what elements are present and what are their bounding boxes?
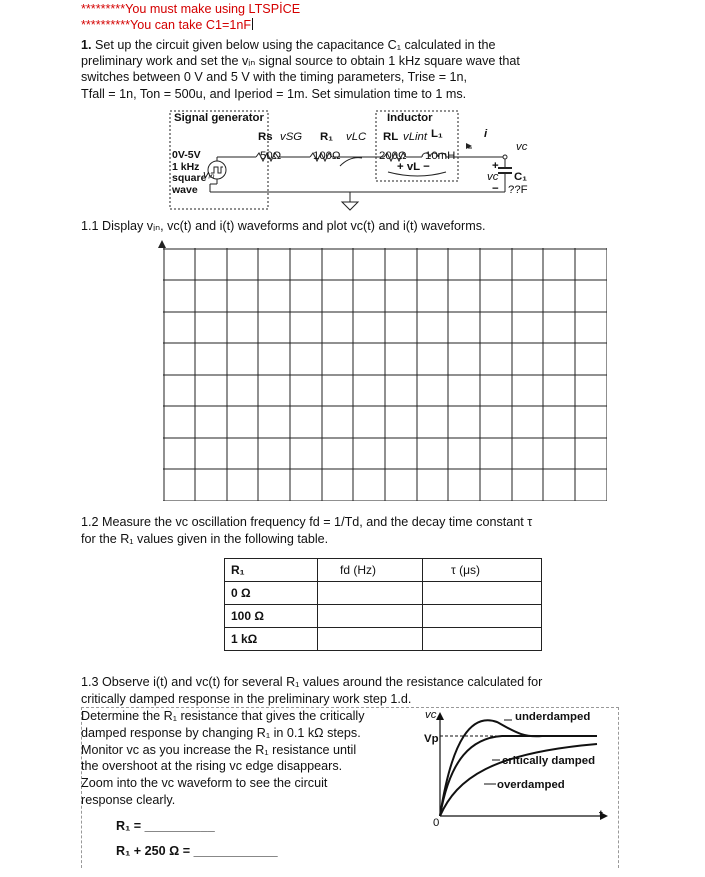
source-spec-shape: square [172, 172, 207, 184]
current-label: i [484, 128, 488, 140]
table-cell-tau[interactable] [423, 628, 542, 651]
minus-sign: − [492, 183, 499, 195]
ltspice-note: *********You must make using LTSPİCE [81, 2, 301, 16]
table-cell-tau[interactable] [423, 605, 542, 628]
step1-line3: switches between 0 V and 5 V with the timing parameters, Trise = 1n, [81, 70, 468, 84]
text-cursor [252, 18, 253, 30]
damping-response-plot [412, 708, 612, 833]
table-cell-fd[interactable] [318, 582, 423, 605]
step1-3-body-3: Monitor vc as you increase the R₁ resistance until [81, 743, 357, 757]
step1-line4: Tfall = 1n, Ton = 500u, and Iperiod = 1m. Set simulation time to 1 ms. [81, 87, 467, 101]
step1-line1-text: Set up the circuit given below using the capacitance C₁ calculated in the [95, 38, 496, 52]
legend-underdamped: underdamped [515, 711, 591, 723]
vl-label: + vL − [397, 161, 430, 173]
step1-3-body-6: response clearly. [81, 793, 176, 807]
plus-sign: + [492, 160, 499, 172]
step1-3-body-1: Determine the R₁ resistance that gives the critically [81, 709, 365, 723]
plot-y-label: vc [425, 709, 437, 721]
table-cell-r1: 0 Ω [225, 582, 318, 605]
l1-value: 10mH [425, 150, 456, 162]
legend-overdamped: overdamped [497, 779, 565, 791]
step1-1-text: 1.1 Display vᵢₙ, vc(t) and i(t) waveforms and plot vc(t) and i(t) waveforms. [81, 219, 486, 233]
underdamped-curve [440, 720, 597, 816]
rs-value: 50Ω [260, 150, 282, 162]
vc-output-label: vc [516, 141, 528, 153]
rl-label: RL [383, 131, 399, 143]
signal-generator-label: Signal generator [174, 112, 264, 124]
r1-value: 100Ω [313, 150, 341, 162]
rl-value: 200Ω [379, 150, 407, 162]
table-cell-fd[interactable] [318, 628, 423, 651]
r1-label: R₁ [320, 131, 333, 143]
step1-number: 1. [81, 38, 92, 52]
step1-2-line1: 1.2 Measure the vc oscillation frequency fd = 1/Td, and the decay time constant τ [81, 515, 533, 529]
c1-value: ??F [508, 184, 528, 196]
step1-3-line1: 1.3 Observe i(t) and vc(t) for several R₁ values around the resistance calculated for [81, 675, 543, 689]
l1-label: L₁ [431, 128, 443, 140]
source-spec-frequency: 1 kHz [172, 160, 200, 173]
step1-3-body-2: damped response by changing R₁ in 0.1 kΩ steps. [81, 726, 361, 740]
step1-2-line2: for the R₁ values given in the following table. [81, 532, 329, 546]
table-cell-r1: 100 Ω [225, 605, 318, 628]
rs-label: Rs [258, 131, 273, 143]
critically-damped-curve [440, 736, 597, 816]
inductor-label: Inductor [387, 112, 433, 124]
table-row [225, 605, 542, 628]
table-header-r1: R₁ [225, 559, 318, 582]
source-spec-suffix: wave [172, 183, 198, 196]
table-row [225, 582, 542, 605]
plot-grid[interactable] [163, 248, 607, 501]
answer-r1[interactable]: R₁ = __________ [116, 819, 215, 833]
source-spec-amplitude: 0V-5V [172, 149, 201, 161]
step1-3-line2: critically damped response in the preliminary work step 1.d. [81, 692, 412, 706]
table-cell-r1: 1 kΩ [225, 628, 318, 651]
vc-side-label: vc [487, 171, 499, 183]
table-cell-tau[interactable] [423, 582, 542, 605]
table-header-tau: τ (μs) [423, 559, 542, 582]
table-header-row [225, 559, 542, 582]
plot-origin-label: 0 [433, 817, 440, 829]
c1-label: C₁ [514, 171, 527, 183]
source-spec [172, 150, 206, 196]
step1-line2: preliminary work and set the vᵢₙ signal source to obtain 1 kHz square wave that [81, 54, 520, 68]
vsg-label: vSG [280, 131, 303, 143]
plot-vp-label: Vp [424, 733, 439, 745]
table-header-fd: fd (Hz) [318, 559, 423, 582]
table-row [225, 628, 542, 651]
legend-critically-damped: critically damped [502, 755, 596, 767]
y-axis-arrow [155, 238, 169, 254]
vlc-label: vLC [346, 131, 367, 143]
measurement-table [224, 558, 542, 651]
plot-x-label: t [599, 809, 603, 821]
vin-label: vᵢₙ [203, 169, 215, 181]
capacitor-note[interactable] [81, 17, 253, 34]
step1-3-body-5: Zoom into the vc waveform to see the circuit [81, 776, 328, 790]
ground-symbol [342, 202, 358, 210]
step1-line1 [81, 37, 496, 54]
vlint-label: vLint [403, 131, 428, 143]
capacitor-note-text: **********You can take C1=1nF [81, 18, 252, 32]
answer-r1-plus-250[interactable]: R₁ + 250 Ω = ____________ [116, 844, 278, 858]
table-cell-fd[interactable] [318, 605, 423, 628]
step1-3-body-4: the overshoot at the rising vc edge disappears. [81, 759, 343, 773]
